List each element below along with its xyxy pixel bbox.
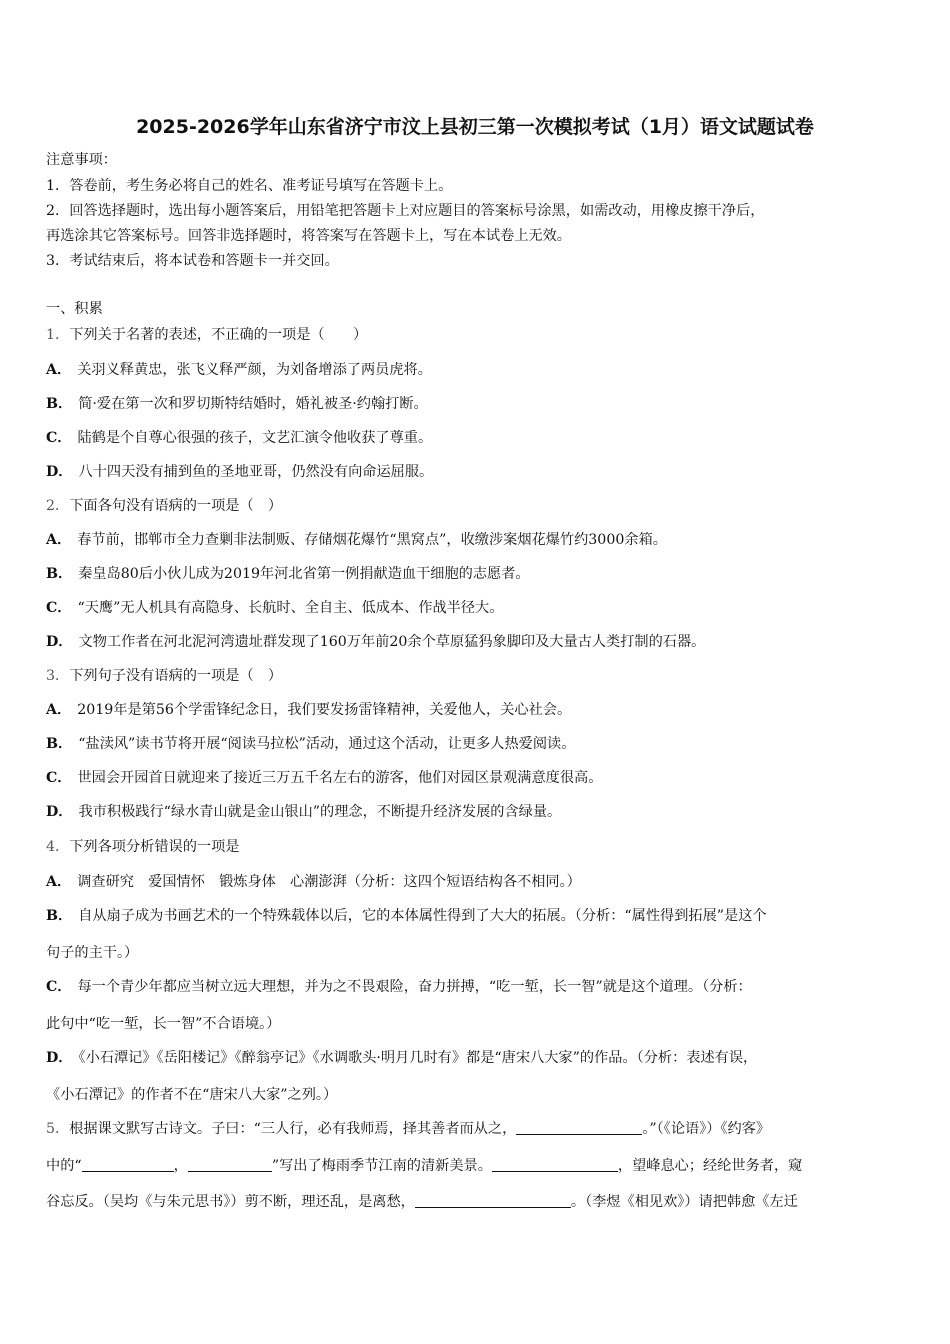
option-d [46,802,910,822]
option-letter: C． [46,770,72,786]
question-text: 。”（《论语》）《约客》 [642,1121,771,1137]
option-d-continued: 《小石潭记》的作者不在“唐宋八大家”之列。） [46,1087,338,1103]
option-c-continued: 此句中“吃一堑，长一智”不合语境。） [46,1016,281,1032]
notice-heading: 注意事项： [46,152,117,168]
option-letter: A． [46,362,72,378]
option-text: “天鹰”无人机具有高隐身、长航时、全自主、低成本、作战半径大。 [77,600,504,616]
option-text: 我市积极践行“绿水青山就是金山银山”的理念，不断提升经济发展的含绿量。 [78,804,562,820]
option-b [46,734,910,754]
option-text: 简·爱在第一次和罗切斯特结婚时，婚礼被圣·约翰打断。 [78,396,428,412]
option-text: 世园会开园首日就迎来了接近三万五千名左右的游客，他们对园区景观满意度很高。 [77,770,603,786]
question-3 [46,666,910,686]
option-text: 《小石潭记》《岳阳楼记》《醉翁亭记》《水调歌头·明月几时有》都是“唐宋八大家”的作品。（分析：表述有误， [78,1050,758,1066]
notice-line: 2．回答选择题时，选出每小题答案后，用铅笔把答题卡上对应题目的答案标号涂黑，如需改动，用橡皮擦干净后， [46,203,765,219]
option-d [46,1048,910,1068]
question-text: ，望峰息心；经纶世务者，窥 [617,1158,803,1174]
option-letter: A． [46,532,72,548]
option-letter: C． [46,600,72,616]
option-text: 春节前，邯郸市全力查剿非法制贩、存储烟花爆竹“黑窝点”，收缴涉案烟花爆竹约3000余箱。 [77,532,667,548]
question-text: 根据课文默写古诗文。子曰：“三人行，必有我师焉，择其善者而从之， [69,1121,517,1137]
question-stem: 下列各项分析错误的一项是 [69,839,240,855]
option-b [46,394,910,414]
notice-line: 1．答卷前，考生务必将自己的姓名、准考证号填写在答题卡上。 [46,178,453,194]
question-text: ， [173,1158,188,1174]
question-4 [46,837,910,857]
option-text: 自从扇子成为书画艺术的一个特殊载体以后，它的本体属性得到了大大的拓展。（分析：“属性得到拓展”是这个 [78,908,767,924]
section-heading: 一、积累 [46,301,103,317]
question-number: 1． [46,327,70,343]
option-letter: B． [46,396,73,412]
question-stem: 下列句子没有语病的一项是（ ） [69,668,283,684]
option-a [46,530,910,550]
option-letter: A． [46,702,72,718]
question-text: 中的“ [46,1158,82,1174]
option-c [46,768,910,788]
option-c [46,598,910,618]
page-title: 2025-2026学年山东省济宁市汶上县初三第一次模拟考试（1月）语文试题试卷 [136,116,814,138]
question-1 [46,325,910,345]
question-text: 。（李煜《相见欢》）请把韩愈《左迁 [570,1194,798,1210]
option-c [46,428,910,448]
answer-blank[interactable] [415,1193,571,1208]
answer-blank[interactable] [492,1157,618,1172]
question-number: 4． [46,839,70,855]
question-text: 谷忘反。（吴均《与朱元思书》）剪不断，理还乱，是离愁， [46,1194,415,1210]
option-text: 陆鹤是个自尊心很强的孩子，文艺汇演令他收获了尊重。 [77,430,433,446]
question-number: 5． [46,1121,70,1137]
option-text: 2019年是第56个学雷锋纪念日，我们要发扬雷锋精神，关爱他人，关心社会。 [77,702,572,718]
option-text: 文物工作者在河北泥河湾遗址群发现了160万年前20余个草原猛犸象脚印及大量古人类打制的石器。 [78,634,706,650]
option-letter: B． [46,736,73,752]
notice-line: 3．考试结束后，将本试卷和答题卡一并交回。 [46,253,339,269]
question-text: ”写出了梅雨季节江南的清新美景。 [271,1158,492,1174]
option-b [46,564,910,584]
option-d [46,632,910,652]
option-letter: B． [46,566,73,582]
option-a [46,700,910,720]
option-letter: C． [46,979,72,995]
answer-blank[interactable] [82,1157,174,1172]
question-stem: 下面各句没有语病的一项是（ ） [69,498,283,514]
answer-blank[interactable] [188,1157,272,1172]
option-text: 调查研究 爱国情怀 锻炼身体 心潮澎湃（分析：这四个短语结构各不相同。） [77,874,581,890]
option-d [46,462,910,482]
option-text: “盐渎风”读书节将开展“阅读马拉松”活动，通过这个活动，让更多人热爱阅读。 [78,736,576,752]
notice-line: 再选涂其它答案标号。回答非选择题时，将答案写在答题卡上，写在本试卷上无效。 [46,228,571,244]
question-5 [46,1119,910,1139]
question-number: 2． [46,498,70,514]
option-letter: D． [46,634,73,650]
option-letter: D． [46,464,73,480]
option-letter: B． [46,908,73,924]
answer-blank[interactable] [516,1120,642,1135]
option-text: 八十四天没有捕到鱼的圣地亚哥，仍然没有向命运屈服。 [78,464,434,480]
option-a [46,360,910,380]
option-text: 秦皇岛80后小伙儿成为2019年河北省第一例捐献造血干细胞的志愿者。 [78,566,530,582]
question-stem: 下列关于名著的表述，不正确的一项是（ ） [69,327,368,343]
option-text: 每一个青少年都应当树立远大理想，并为之不畏艰险，奋力拼搏，“吃一堑，长一智”就是这个道理。（分析： [77,979,752,995]
question-5-line-2 [46,1156,910,1176]
question-5-line-3 [46,1192,910,1212]
question-2 [46,496,910,516]
option-letter: C． [46,430,72,446]
option-b-continued: 句子的主干。） [46,945,139,961]
option-letter: A． [46,874,72,890]
option-letter: D． [46,804,73,820]
option-letter: D． [46,1050,73,1066]
question-number: 3． [46,668,70,684]
option-text: 关羽义释黄忠，张飞义释严颜，为刘备增添了两员虎将。 [77,362,432,378]
option-b [46,906,910,926]
option-a [46,872,910,892]
option-c [46,977,910,997]
